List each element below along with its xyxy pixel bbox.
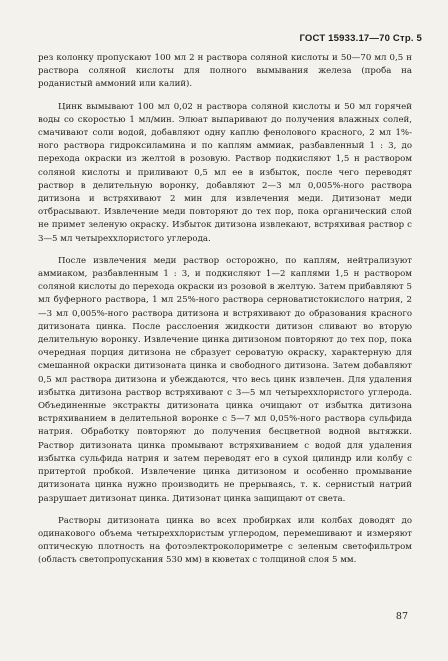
document-body xyxy=(38,52,412,568)
paragraph-1: рез колонку пропускают 100 мл 2 н раствора соляной кислоты и 50—70 мл 0,5 н раствора соляной кислоты для полного вымывания железа (проба на роданистый аммоний или калий). xyxy=(38,53,412,90)
page-number: 87 xyxy=(395,611,408,622)
paragraph-2: Цинк вымывают 100 мл 0,02 н раствора соляной кислоты и 50 мл горячей воды со скоростью 1 мл/мин. Элюат выпаривают до получения влажных солей, смачивают соли водой, добавляют одну каплю фенолового красного, 2 мл 1%-ного раствора гидроксиламина и по каплям аммиак, разбавленный 1 : 3, до перехода окраски из желтой в розовую. Раствор подкисляют 1,5 н раствором соляной кислоты и приливают 0,5 мл ее в избыток, после чего переводят раствор в делительную воронку, добавляют 2—3 мл 0,005%-ного раствора дитизона и встряхивают 2 мин для извлечения меди. Дитизонат меди отбрасывают. Извлечение меди повторяют до тех пор, пока органический слой не примет зеленую окраску. Избыток дитизона извлекают, встряхивая раствор с 3—5 мл четыреххлористого углерода. xyxy=(38,101,412,244)
paragraph-3: После извлечения меди раствор осторожно, по каплям, нейтрализуют аммиаком, разбавленным 1 : 3, и подкисляют 1—2 каплями 1,5 н раствором соляной кислоты до перехода окраски из розовой в желтую. Затем прибавляют 5 мл буферного раствора, 1 мл 25%-ного раствора серноватистокислого натрия, 2—3 мл 0,005%-ного раствора дитизона и встряхивают до образования красного дитизоната цинка. После расслоения жидкости дитизон сливают во вторую делительную воронку. Извлечение цинка дитизоном повторяют до тех пор, пока очередная порция дитизона не сбразует сероватую окраску, характерную для смешанной окраски дитизоната цинка и свободного дитизона. Затем добавляют 0,5 мл раствора дитизона и убеждаются, что весь цинк извлечен. Для удаления избытка дитизона раствор встряхивают с 3—5 мл четыреххлористого углерода. Объединенные экстракты дитизоната цинка очищают от избытка дитизона встряхиванием в делительной воронке с 5—7 мл 0,05%-ного раствора сульфида натрия. Обработку повторяют до получения бесцветной водной вытяжки. Раствор дитизоната цинка промывают встряхиванием с водой для удаления избытка сульфида натрия и затем переводят его в сухой цилиндр или колбу с притертой пробкой. Извлечение цинка дитизоном и особенно промывание дитизоната цинка нужно производить не прерываясь, т. к. сернистый натрий разрушает дитизонат цинка. Дитизонат цинка защищают от света. xyxy=(38,255,412,504)
paragraph-4: Растворы дитизоната цинка во всех пробирках или колбах доводят до одинакового объема четыреххлористым углеродом, перемешивают и измеряют оптическую плотность на фотоэлектроколориметре с зеленым светофильтром (область светопропускания 530 мм) в кюветах с толщиной слоя 5 мм. xyxy=(38,515,412,566)
page-header: ГОСТ 15933.17—70 Стр. 5 xyxy=(299,33,422,44)
